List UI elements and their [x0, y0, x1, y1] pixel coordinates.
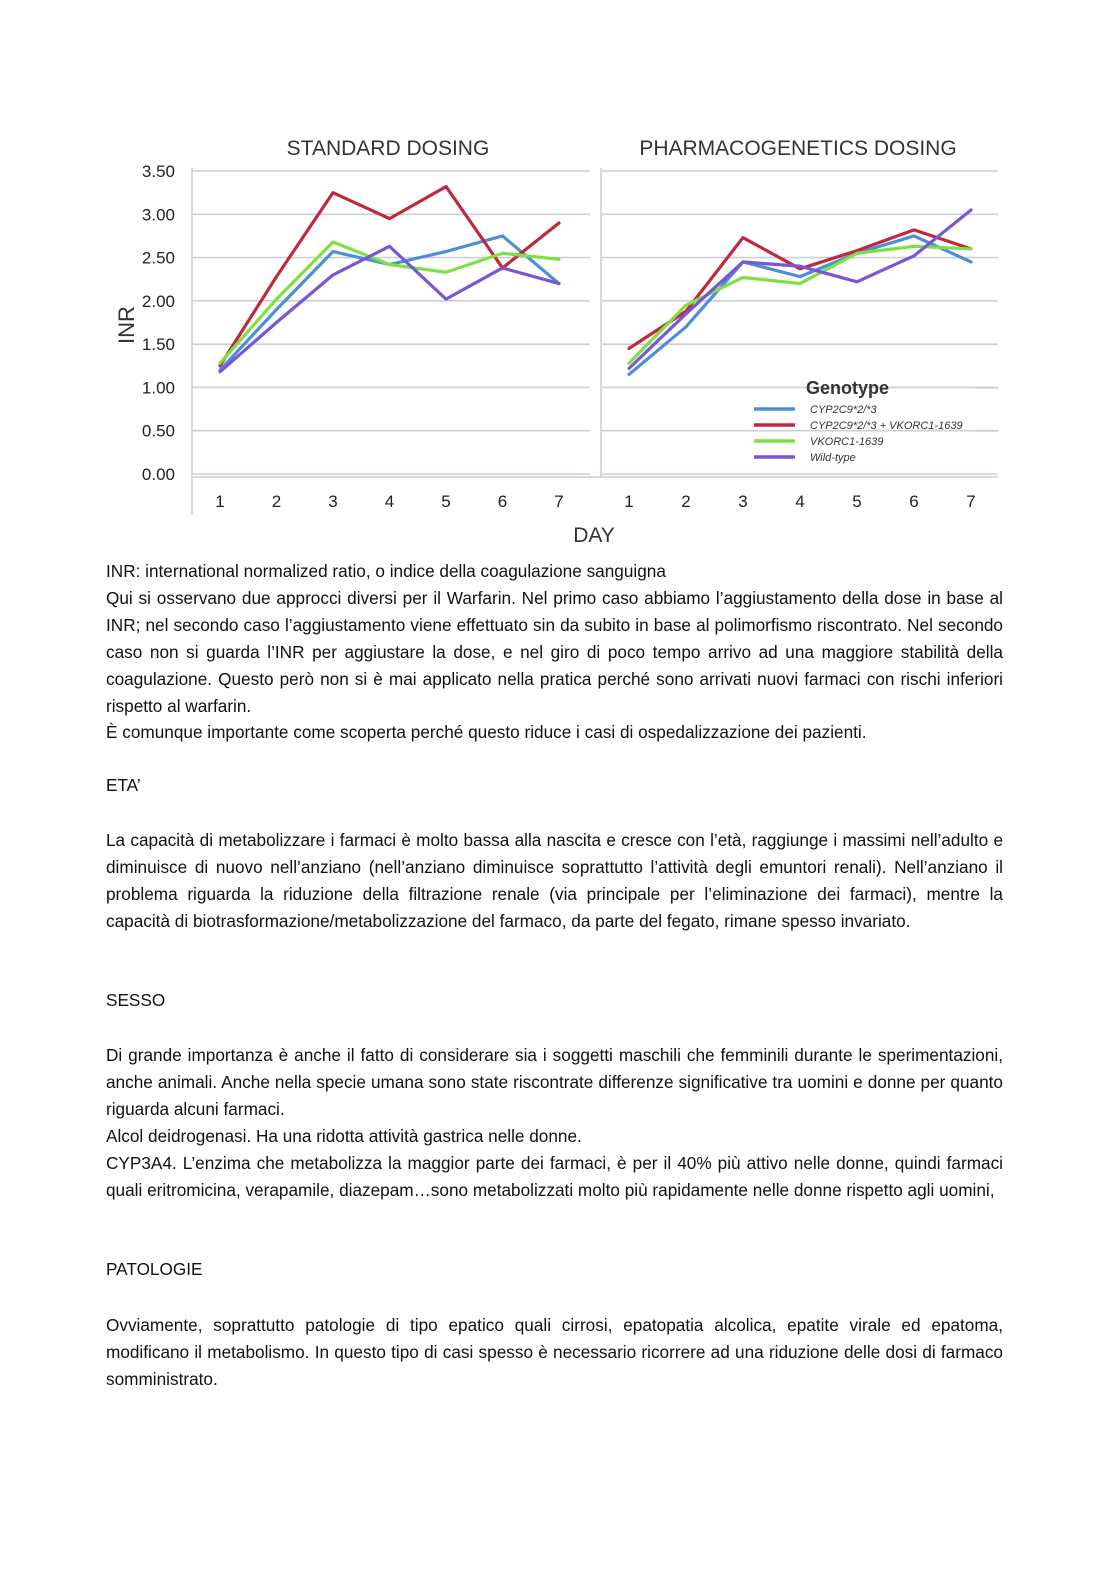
- legend-label: VKORC1-1639: [810, 436, 884, 448]
- x-tick-label: 2: [681, 492, 691, 511]
- x-tick-label: 6: [909, 492, 919, 511]
- panel-title: STANDARD DOSING: [286, 137, 490, 160]
- y-tick-label: 3.00: [141, 205, 175, 225]
- patologie-text: [106, 1312, 1003, 1393]
- y-tick-label: 2.50: [141, 248, 175, 268]
- series-line-0-vkorc1-1639: [220, 242, 559, 363]
- x-tick-label: 4: [384, 492, 395, 511]
- y-tick-label: 1.50: [141, 335, 175, 355]
- x-tick-label: 1: [624, 492, 634, 511]
- series-line-1-cyp2c9-2-3: [629, 236, 971, 375]
- patologie-paragraph: Ovviamente, soprattutto patologie di tipo epatico quali cirrosi, epatopatia alcolica, epatite virale ed epatoma, modificano il metabolismo. In questo tipo di casi spesso è necessario ricorrere ad una riduzione delle dosi di farmaco somministrato.: [106, 1315, 1003, 1389]
- legend-label: Wild-type: [810, 452, 856, 464]
- x-tick-label: 4: [795, 492, 805, 511]
- chart-legend: [754, 378, 998, 464]
- chart-labels: [114, 137, 976, 547]
- panel-title: PHARMACOGENETICS DOSING: [639, 137, 957, 160]
- y-tick-label: 3.50: [141, 162, 175, 181]
- x-tick-label: 2: [271, 492, 282, 511]
- x-tick-label: 5: [852, 492, 862, 511]
- x-tick-label: 7: [554, 492, 564, 511]
- eta-paragraph: La capacità di metabolizzare i farmaci è molto bassa alla nascita e cresce con l’età, raggiunge i massimi nell’adulto e diminuisce di nuovo nell’anziano (nell’anziano diminuisce soprattutto l’attività degli emuntori renali). Nell’anziano il problema riguarda la riduzione della filtrazione renale (via principale per l’eliminazione dei farmaci), mentre la capacità di biotrasformazione/metabolizzazione del farmaco, da parte del fegato, rimane spesso invariato.: [106, 830, 1003, 931]
- x-tick-label: 7: [966, 492, 976, 511]
- x-tick-label: 5: [441, 492, 451, 511]
- sesso-text: [106, 1042, 1003, 1203]
- series-line-1-vkorc1-1639: [629, 246, 971, 363]
- x-tick-label: 6: [497, 492, 508, 511]
- legend-label: CYP2C9*2/*3 + VKORC1-1639: [810, 420, 963, 432]
- x-axis-label: DAY: [573, 524, 615, 547]
- legend-title: Genotype: [806, 378, 890, 398]
- warfarin-paragraph: Qui si osservano due approcci diversi per il Warfarin. Nel primo caso abbiamo l’aggiustamento della dose in base al INR; nel secondo caso l’aggiustamento viene effettuato sin da subito in base al polimorfismo riscontrato. Nel secondo caso non si guarda l’INR per aggiustare la dose, e nel giro di poco tempo arrivo ad una maggiore stabilità della coagulazione. Questo però non si è mai applicato nella pratica perché sono arrivati nuovi farmaci con rischi inferiori rispetto al warfarin.: [106, 587, 1003, 716]
- series-line-0-cyp2c9-2-3: [220, 236, 559, 370]
- importance-paragraph: È comunque importante come scoperta perché questo riduce i casi di ospedalizzazione dei pazienti.: [106, 722, 867, 743]
- y-tick-label: 0.50: [141, 421, 175, 441]
- inr-chart: [114, 120, 1020, 560]
- y-tick-label: 2.00: [141, 291, 175, 311]
- inr-definition: INR: international normalized ratio, o indice della coagulazione sanguigna: [106, 561, 666, 581]
- eta-text: [106, 827, 1003, 935]
- x-tick-label: 1: [215, 492, 225, 511]
- heading-eta: ETA’: [106, 775, 141, 795]
- intro-text: [106, 558, 1003, 746]
- y-tick-label: 0.00: [141, 465, 175, 484]
- y-axis-label: INR: [114, 306, 139, 344]
- y-tick-label: 1.00: [141, 378, 175, 398]
- heading-patologie: PATOLOGIE: [106, 1259, 203, 1279]
- sesso-paragraph-1: Di grande importanza è anche il fatto di considerare sia i soggetti maschili che femminili durante le sperimentazioni, anche animali. Anche nella specie umana sono state riscontrate differenze significative tra uomini e donne per quanto riguarda alcuni farmaci.: [106, 1045, 1003, 1119]
- legend-label: CYP2C9*2/*3: [810, 404, 877, 416]
- sesso-paragraph-2: Alcol deidrogenasi. Ha una ridotta attività gastrica nelle donne.: [106, 1125, 582, 1146]
- series-line-0-cyp2c9-2-3-vkorc1-1639: [220, 187, 559, 366]
- x-tick-label: 3: [738, 492, 748, 511]
- sesso-paragraph-3: CYP3A4. L’enzima che metabolizza la maggior parte dei farmaci, è per il 40% più attivo nelle donne, quindi farmaci quali eritromicina, verapamile, diazepam…sono metabolizzati molto più rapidamente nelle donne rispetto agli uomini,: [106, 1152, 1003, 1200]
- heading-sesso: SESSO: [106, 990, 166, 1010]
- x-tick-label: 3: [328, 492, 338, 511]
